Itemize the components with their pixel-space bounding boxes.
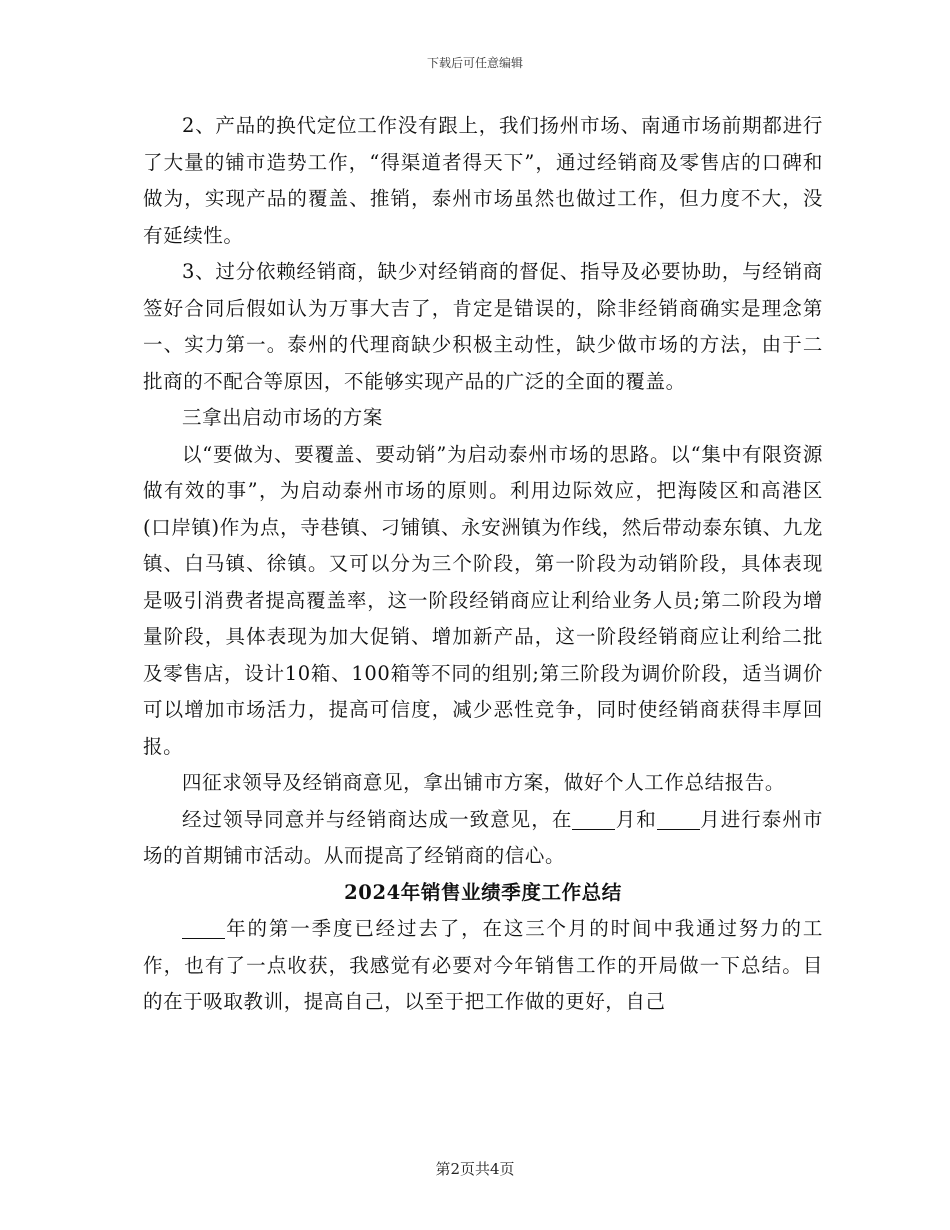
document-body <box>143 108 823 1021</box>
month-blank-1 <box>572 809 615 830</box>
section-title: 2024年销售业绩季度工作总结 <box>344 880 622 904</box>
page-header-note: 下载后可任意编辑 <box>426 56 523 70</box>
paragraph-heading-market-plan: 三拿出启动市场的方案 <box>182 406 384 429</box>
paragraph-dealer-dependence: 3、过分依赖经销商，缺少对经销商的督促、指导及必要协助，与经销商签好合同后假如认为万事大吉了，肯定是错误的，除非经销商确实是理念第一、实力第一。泰州的代理商缺少积极主动性，缺少做市场的方法，由于二批商的不配合等原因，不能够实现产品的广泛的全面的覆盖。 <box>143 260 823 393</box>
paragraph-quarter-summary <box>143 911 823 1021</box>
paragraph-product-positioning: 2、产品的换代定位工作没有跟上，我们扬州市场、南通市场前期都进行了大量的铺市造势工作，“得渠道者得天下”，通过经销商及零售店的口碑和做为，实现产品的覆盖、推销，泰州市场虽然也做过工作，但力度不大，没有延续性。 <box>143 114 823 247</box>
campaign-text-start: 经过领导同意并与经销商达成一致意见，在 <box>182 807 573 831</box>
campaign-text-middle: 月和 <box>615 807 657 831</box>
month-blank-2 <box>657 809 700 830</box>
campaign-text-end: 月进行泰州市场的首期铺市活动。从而提高了经销商的信心。 <box>143 807 823 867</box>
paragraph-seek-opinions: 四征求领导及经销商意见，拿出铺市方案，做好个人工作总结报告。 <box>182 771 786 794</box>
quarter-summary-text: 年的第一季度已经过去了，在这三个月的时间中我通过努力的工作，也有了一点收获，我感觉有必要对今年销售工作的开局做一下总结。目的在于吸取教训，提高自己，以至于把工作做的更好，自己 <box>143 917 823 1013</box>
paragraph-first-campaign <box>143 802 823 875</box>
page-number: 第2页共4页 <box>435 1160 515 1178</box>
paragraph-market-strategy: 以“要做为、要覆盖、要动销”为启动泰州市场的思路。以“集中有限资源做有效的事”，为启动泰州市场的原则。利用边际效应，把海陵区和高港区(口岸镇)作为点，寺巷镇、刁铺镇、永安洲镇为作线，然后带动泰东镇、九龙镇、白马镇、徐镇。又可以分为三个阶段，第一阶段为动销阶段，具体表现是吸引消费者提高覆盖率，这一阶段经销商应让利给业务人员;第二阶段为增量阶段，具体表现为加大促销、增加新产品，这一阶段经销商应让利给二批及零售店，设计10箱、100箱等不同的组别;第三阶段为调价阶段，适当调价可以增加市场活力，提高可信度，减少恶性竞争，同时使经销商获得丰厚回报。 <box>143 442 823 758</box>
year-blank <box>182 919 225 940</box>
